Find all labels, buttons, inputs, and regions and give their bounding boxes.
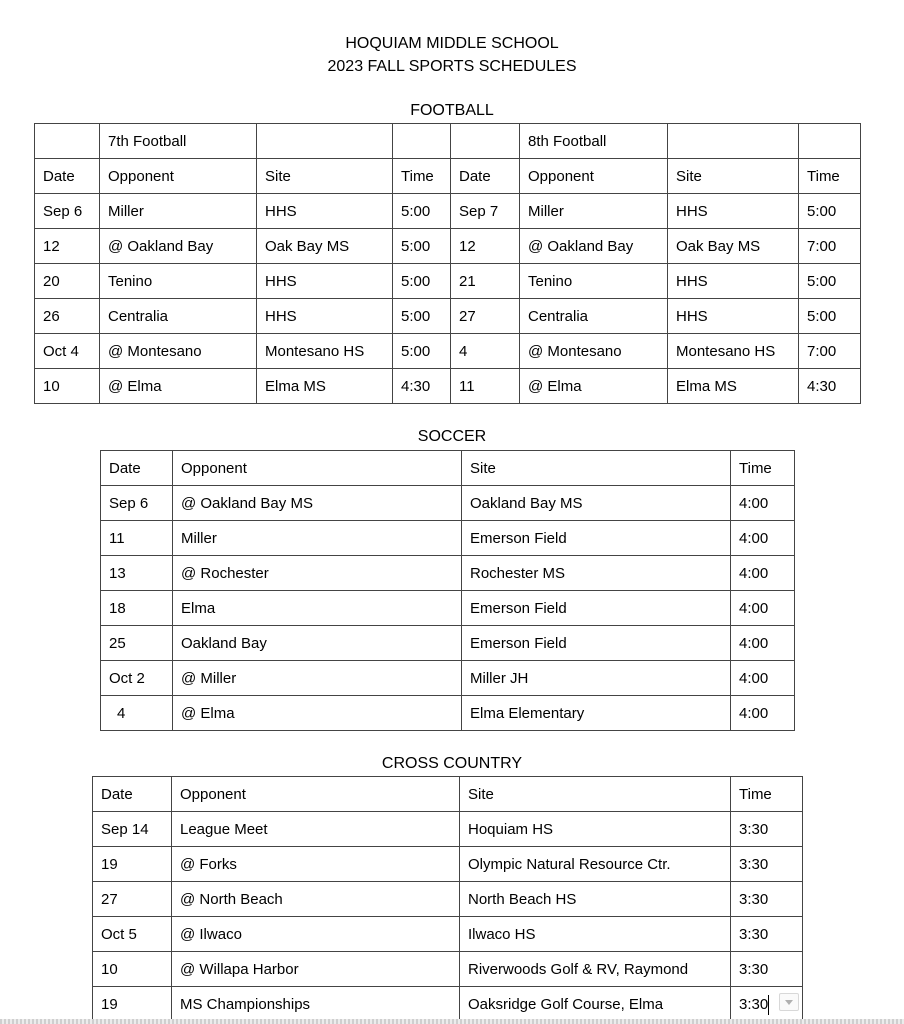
- table-cell: Tenino: [100, 264, 257, 299]
- table-cell: Emerson Field: [462, 591, 731, 626]
- table-cell: 27: [451, 299, 520, 334]
- table-cell: @ Elma: [520, 369, 668, 404]
- table-cell: 12: [35, 229, 100, 264]
- cell-dropdown-icon[interactable]: [779, 993, 799, 1011]
- column-header: Date: [93, 777, 172, 812]
- table-cell: @ Forks: [172, 847, 460, 882]
- table-row: [93, 917, 803, 952]
- table-cell: 4:00: [731, 556, 795, 591]
- table-cell: @ Oakland Bay MS: [173, 486, 462, 521]
- football-title: FOOTBALL: [410, 102, 494, 119]
- table-cell: @ Montesano: [520, 334, 668, 369]
- table-cell: @ Elma: [173, 696, 462, 731]
- table-cell: 3:30: [731, 917, 803, 952]
- table-row: [93, 882, 803, 917]
- column-header: Opponent: [520, 159, 668, 194]
- table-row: [101, 556, 795, 591]
- table-cell: Sep 7: [451, 194, 520, 229]
- table-cell: 5:00: [799, 264, 861, 299]
- table-cell: HHS: [257, 194, 393, 229]
- football-table: [34, 123, 861, 404]
- empty-cell: [451, 124, 520, 159]
- table-cell: Olympic Natural Resource Ctr.: [460, 847, 731, 882]
- table-cell: Miller: [173, 521, 462, 556]
- table-cell: 10: [93, 952, 172, 987]
- table-cell: 4:30: [799, 369, 861, 404]
- table-cell: Oak Bay MS: [257, 229, 393, 264]
- table-row: [35, 334, 861, 369]
- table-cell: 10: [35, 369, 100, 404]
- table-row: [35, 194, 861, 229]
- text-cursor: [768, 995, 769, 1015]
- table-row: [101, 661, 795, 696]
- table-row: [93, 952, 803, 987]
- table-row: [35, 299, 861, 334]
- table-cell: Riverwoods Golf & RV, Raymond: [460, 952, 731, 987]
- table-cell: 7:00: [799, 229, 861, 264]
- table-cell: @ Rochester: [173, 556, 462, 591]
- column-header: Time: [799, 159, 861, 194]
- school-name: HOQUIAM MIDDLE SCHOOL: [345, 35, 559, 52]
- table-cell: 3:30: [731, 952, 803, 987]
- table-cell: @ Oakland Bay: [100, 229, 257, 264]
- column-header: Site: [257, 159, 393, 194]
- column-header: Time: [731, 777, 803, 812]
- table-row: [101, 486, 795, 521]
- table-cell: 26: [35, 299, 100, 334]
- table-cell: Emerson Field: [462, 521, 731, 556]
- column-header: Date: [35, 159, 100, 194]
- table-cell: 13: [101, 556, 173, 591]
- column-header: Site: [668, 159, 799, 194]
- column-header: Site: [460, 777, 731, 812]
- table-cell: 4: [451, 334, 520, 369]
- column-header: Opponent: [173, 451, 462, 486]
- column-header: Date: [101, 451, 173, 486]
- table-cell: 11: [101, 521, 173, 556]
- table-cell: 4:00: [731, 696, 795, 731]
- header-row: [93, 777, 803, 812]
- table-cell: MS Championships: [172, 987, 460, 1022]
- table-cell: Oct 4: [35, 334, 100, 369]
- table-cell: 21: [451, 264, 520, 299]
- table-cell: Hoquiam HS: [460, 812, 731, 847]
- table-cell: @ Ilwaco: [172, 917, 460, 952]
- table-cell: Sep 14: [93, 812, 172, 847]
- table-cell: Centralia: [100, 299, 257, 334]
- table-row: [35, 369, 861, 404]
- table-cell: 4:30: [393, 369, 451, 404]
- table-row: [93, 987, 803, 1022]
- group-label-7th: 7th Football: [100, 124, 257, 159]
- document-subtitle: 2023 FALL SPORTS SCHEDULES: [327, 58, 577, 75]
- table-cell: 4:00: [731, 661, 795, 696]
- soccer-table: [100, 450, 795, 731]
- table-cell: @ Montesano: [100, 334, 257, 369]
- table-cell: 4:00: [731, 626, 795, 661]
- football-group-header-row: [35, 124, 861, 159]
- table-cell: HHS: [668, 194, 799, 229]
- table-cell: League Meet: [172, 812, 460, 847]
- table-cell: 12: [451, 229, 520, 264]
- table-row: [101, 696, 795, 731]
- column-header: Time: [393, 159, 451, 194]
- empty-cell: [393, 124, 451, 159]
- table-cell: Oaksridge Golf Course, Elma: [460, 987, 731, 1022]
- table-cell: HHS: [668, 264, 799, 299]
- table-cell: Sep 6: [101, 486, 173, 521]
- table-cell: North Beach HS: [460, 882, 731, 917]
- table-cell: 27: [93, 882, 172, 917]
- column-header: Site: [462, 451, 731, 486]
- soccer-title: SOCCER: [417, 428, 487, 445]
- table-cell: 3:30: [731, 882, 803, 917]
- table-cell: Oct 2: [101, 661, 173, 696]
- table-cell: 5:00: [393, 334, 451, 369]
- table-cell: Miller JH: [462, 661, 731, 696]
- column-header: Opponent: [172, 777, 460, 812]
- column-header: Date: [451, 159, 520, 194]
- table-row: [93, 847, 803, 882]
- table-cell: 3:30: [731, 987, 803, 1022]
- column-header: Opponent: [100, 159, 257, 194]
- page-bottom-edge: [0, 1019, 904, 1024]
- table-cell: Elma Elementary: [462, 696, 731, 731]
- header-row: [101, 451, 795, 486]
- cross-country-title: CROSS COUNTRY: [381, 755, 523, 772]
- table-cell: Oakland Bay MS: [462, 486, 731, 521]
- table-cell: HHS: [257, 264, 393, 299]
- table-cell: Miller: [520, 194, 668, 229]
- table-cell: 19: [93, 847, 172, 882]
- table-cell: 4:00: [731, 521, 795, 556]
- table-cell: @ North Beach: [172, 882, 460, 917]
- table-cell: 4:00: [731, 591, 795, 626]
- table-cell: 19: [93, 987, 172, 1022]
- table-cell: Emerson Field: [462, 626, 731, 661]
- table-cell: HHS: [668, 299, 799, 334]
- table-cell: Oakland Bay: [173, 626, 462, 661]
- table-cell: Miller: [100, 194, 257, 229]
- table-cell: 7:00: [799, 334, 861, 369]
- table-cell: 5:00: [393, 264, 451, 299]
- table-cell: Oct 5: [93, 917, 172, 952]
- table-cell: @ Oakland Bay: [520, 229, 668, 264]
- table-cell: Rochester MS: [462, 556, 731, 591]
- table-row: [93, 812, 803, 847]
- table-cell: Montesano HS: [257, 334, 393, 369]
- table-cell: 18: [101, 591, 173, 626]
- table-cell: 20: [35, 264, 100, 299]
- table-cell: 5:00: [393, 229, 451, 264]
- table-row: [101, 521, 795, 556]
- table-cell: Montesano HS: [668, 334, 799, 369]
- empty-cell: [257, 124, 393, 159]
- empty-cell: [668, 124, 799, 159]
- table-cell: 5:00: [393, 194, 451, 229]
- table-cell: Elma: [173, 591, 462, 626]
- table-cell: @ Elma: [100, 369, 257, 404]
- empty-cell: [35, 124, 100, 159]
- table-cell: Oak Bay MS: [668, 229, 799, 264]
- table-cell: 11: [451, 369, 520, 404]
- group-label-8th: 8th Football: [520, 124, 668, 159]
- table-cell: 5:00: [799, 299, 861, 334]
- cross-country-table: [92, 776, 803, 1022]
- table-cell: Sep 6: [35, 194, 100, 229]
- table-cell: 3:30: [731, 812, 803, 847]
- table-cell: HHS: [257, 299, 393, 334]
- table-cell: 25: [101, 626, 173, 661]
- table-cell: 5:00: [799, 194, 861, 229]
- table-row: [35, 264, 861, 299]
- table-cell: Ilwaco HS: [460, 917, 731, 952]
- table-cell: 4:00: [731, 486, 795, 521]
- table-cell: @ Willapa Harbor: [172, 952, 460, 987]
- football-header-row: [35, 159, 861, 194]
- table-cell: 3:30: [731, 847, 803, 882]
- table-cell: @ Miller: [173, 661, 462, 696]
- empty-cell: [799, 124, 861, 159]
- table-cell: Tenino: [520, 264, 668, 299]
- table-cell: 4: [101, 696, 173, 731]
- table-row: [101, 591, 795, 626]
- table-cell: Elma MS: [257, 369, 393, 404]
- table-cell: 5:00: [393, 299, 451, 334]
- table-row: [35, 229, 861, 264]
- table-cell: Elma MS: [668, 369, 799, 404]
- table-cell: Centralia: [520, 299, 668, 334]
- table-row: [101, 626, 795, 661]
- column-header: Time: [731, 451, 795, 486]
